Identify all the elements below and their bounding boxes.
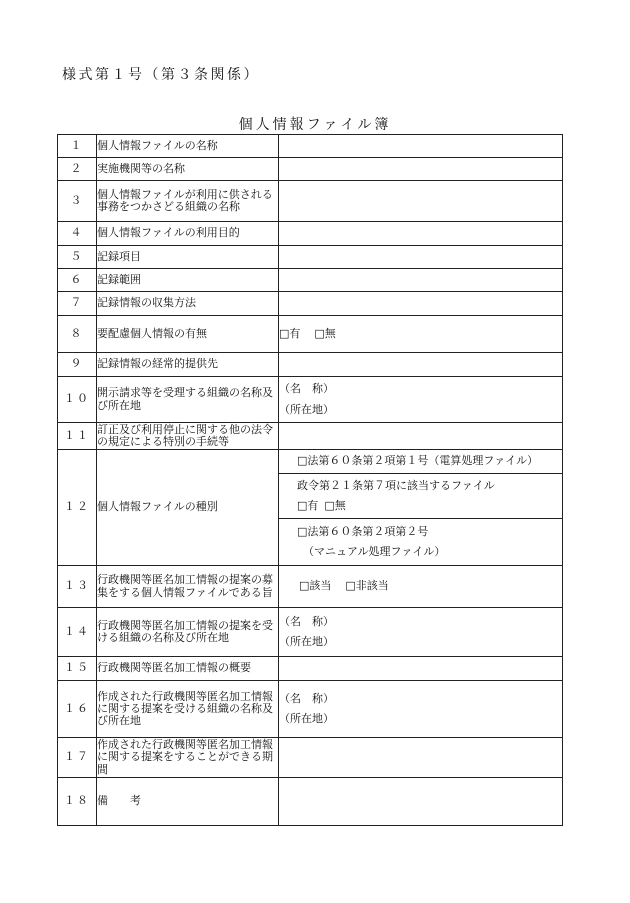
cabinet-order-cell	[279, 474, 563, 519]
row-label: 要配慮個人情報の有無	[97, 316, 279, 353]
value-cell[interactable]	[279, 778, 563, 826]
table-row	[58, 181, 563, 222]
row-number: １８	[58, 778, 97, 826]
row-number: １６	[58, 681, 97, 738]
row-label: 個人情報ファイルが利用に供される事務をつかさどる組織の名称	[97, 181, 279, 222]
value-cell[interactable]	[279, 158, 563, 181]
table-row	[58, 681, 563, 738]
org-name-line: （名 称）	[279, 691, 334, 705]
table-row	[58, 135, 563, 158]
row-label: 開示請求等を受理する組織の名称及び所在地	[97, 377, 279, 423]
checkbox-yes[interactable]: □有	[279, 326, 301, 340]
row-number: １	[58, 135, 97, 158]
row-number: ７	[58, 292, 97, 316]
value-cell[interactable]	[279, 181, 563, 222]
row-number: ３	[58, 181, 97, 222]
checkbox-applicable[interactable]: □該当	[299, 579, 332, 593]
table-row	[58, 778, 563, 826]
row-number: １３	[58, 566, 97, 608]
personal-info-file-register-table	[57, 134, 563, 826]
row-label: 作成された行政機関等匿名加工情報に関する提案を受ける組織の名称及び所在地	[97, 681, 279, 738]
row-label: 行政機関等匿名加工情報の提案の募集をする個人情報ファイルである旨	[97, 566, 279, 608]
table-row	[58, 246, 563, 269]
table-row	[58, 738, 563, 778]
row-label: 個人情報ファイルの名称	[97, 135, 279, 158]
org-address-line: （所在地）	[279, 402, 334, 416]
table-row	[58, 566, 563, 608]
row-label: 記録範囲	[97, 269, 279, 292]
table-row	[58, 353, 563, 377]
form-number-label: 様式第１号（第３条関係）	[62, 67, 260, 83]
value-cell[interactable]	[279, 135, 563, 158]
row-label: 備 考	[97, 778, 279, 826]
row-label: 作成された行政機関等匿名加工情報に関する提案をすることができる期間	[97, 738, 279, 778]
row-number: ２	[58, 158, 97, 181]
value-cell[interactable]	[279, 222, 563, 246]
table-row	[58, 377, 563, 423]
row-label: 実施機関等の名称	[97, 158, 279, 181]
table-row	[58, 450, 563, 474]
row-label: 行政機関等匿名加工情報の概要	[97, 657, 279, 681]
row-label: 訂正及び利用停止に関する他の法令の規定による特別の手続等	[97, 423, 279, 450]
value-cell	[279, 316, 563, 353]
table-row	[58, 269, 563, 292]
row-label: 記録情報の経常的提供先	[97, 353, 279, 377]
manual-file-cell	[279, 519, 563, 566]
value-cell[interactable]	[279, 269, 563, 292]
row-number: １４	[58, 608, 97, 657]
row-number: １２	[58, 450, 97, 566]
checkbox-no[interactable]: □無	[314, 326, 336, 340]
row-number: ５	[58, 246, 97, 269]
row-number: １１	[58, 423, 97, 450]
row-label: 記録項目	[97, 246, 279, 269]
value-cell[interactable]	[279, 246, 563, 269]
value-cell[interactable]	[279, 608, 563, 657]
row-label: 記録情報の収集方法	[97, 292, 279, 316]
value-cell[interactable]	[279, 377, 563, 423]
value-cell[interactable]	[279, 353, 563, 377]
table-row	[58, 657, 563, 681]
org-name-line: （名 称）	[279, 614, 334, 628]
value-cell	[279, 566, 563, 608]
cabinet-order-text: 政令第２１条第７項に該当するファイル	[297, 478, 495, 492]
checkbox-electronic-file[interactable]: □法第６０条第２項第１号（電算処理ファイル）	[279, 450, 563, 474]
checkbox-cabinet-no[interactable]: □無	[324, 499, 346, 512]
row-number: １５	[58, 657, 97, 681]
value-cell[interactable]	[279, 681, 563, 738]
manual-file-text: （マニュアル処理ファイル）	[303, 545, 446, 558]
table-row	[58, 608, 563, 657]
value-cell[interactable]	[279, 657, 563, 681]
table-row	[58, 423, 563, 450]
org-name-line: （名 称）	[279, 382, 334, 396]
org-address-line: （所在地）	[279, 712, 334, 725]
row-number: ６	[58, 269, 97, 292]
table-row	[58, 292, 563, 316]
value-cell[interactable]	[279, 738, 563, 778]
row-label: 個人情報ファイルの利用目的	[97, 222, 279, 246]
table-row	[58, 316, 563, 353]
value-cell[interactable]	[279, 292, 563, 316]
row-number: ４	[58, 222, 97, 246]
table-row	[58, 158, 563, 181]
table-row	[58, 222, 563, 246]
row-number: ８	[58, 316, 97, 353]
row-number: １０	[58, 377, 97, 423]
document-title: 個人情報ファイル簿	[238, 117, 392, 133]
checkbox-manual-file[interactable]: □法第６０条第２項第２号	[297, 524, 429, 538]
value-cell[interactable]	[279, 423, 563, 450]
checkbox-not-applicable[interactable]: □非該当	[345, 579, 389, 593]
row-number: ９	[58, 353, 97, 377]
row-number: １７	[58, 738, 97, 778]
checkbox-cabinet-yes[interactable]: □有	[297, 499, 319, 512]
row-label: 行政機関等匿名加工情報の提案を受ける組織の名称及び所在地	[97, 608, 279, 657]
org-address-line: （所在地）	[279, 635, 334, 648]
row-label: 個人情報ファイルの種別	[97, 450, 279, 566]
